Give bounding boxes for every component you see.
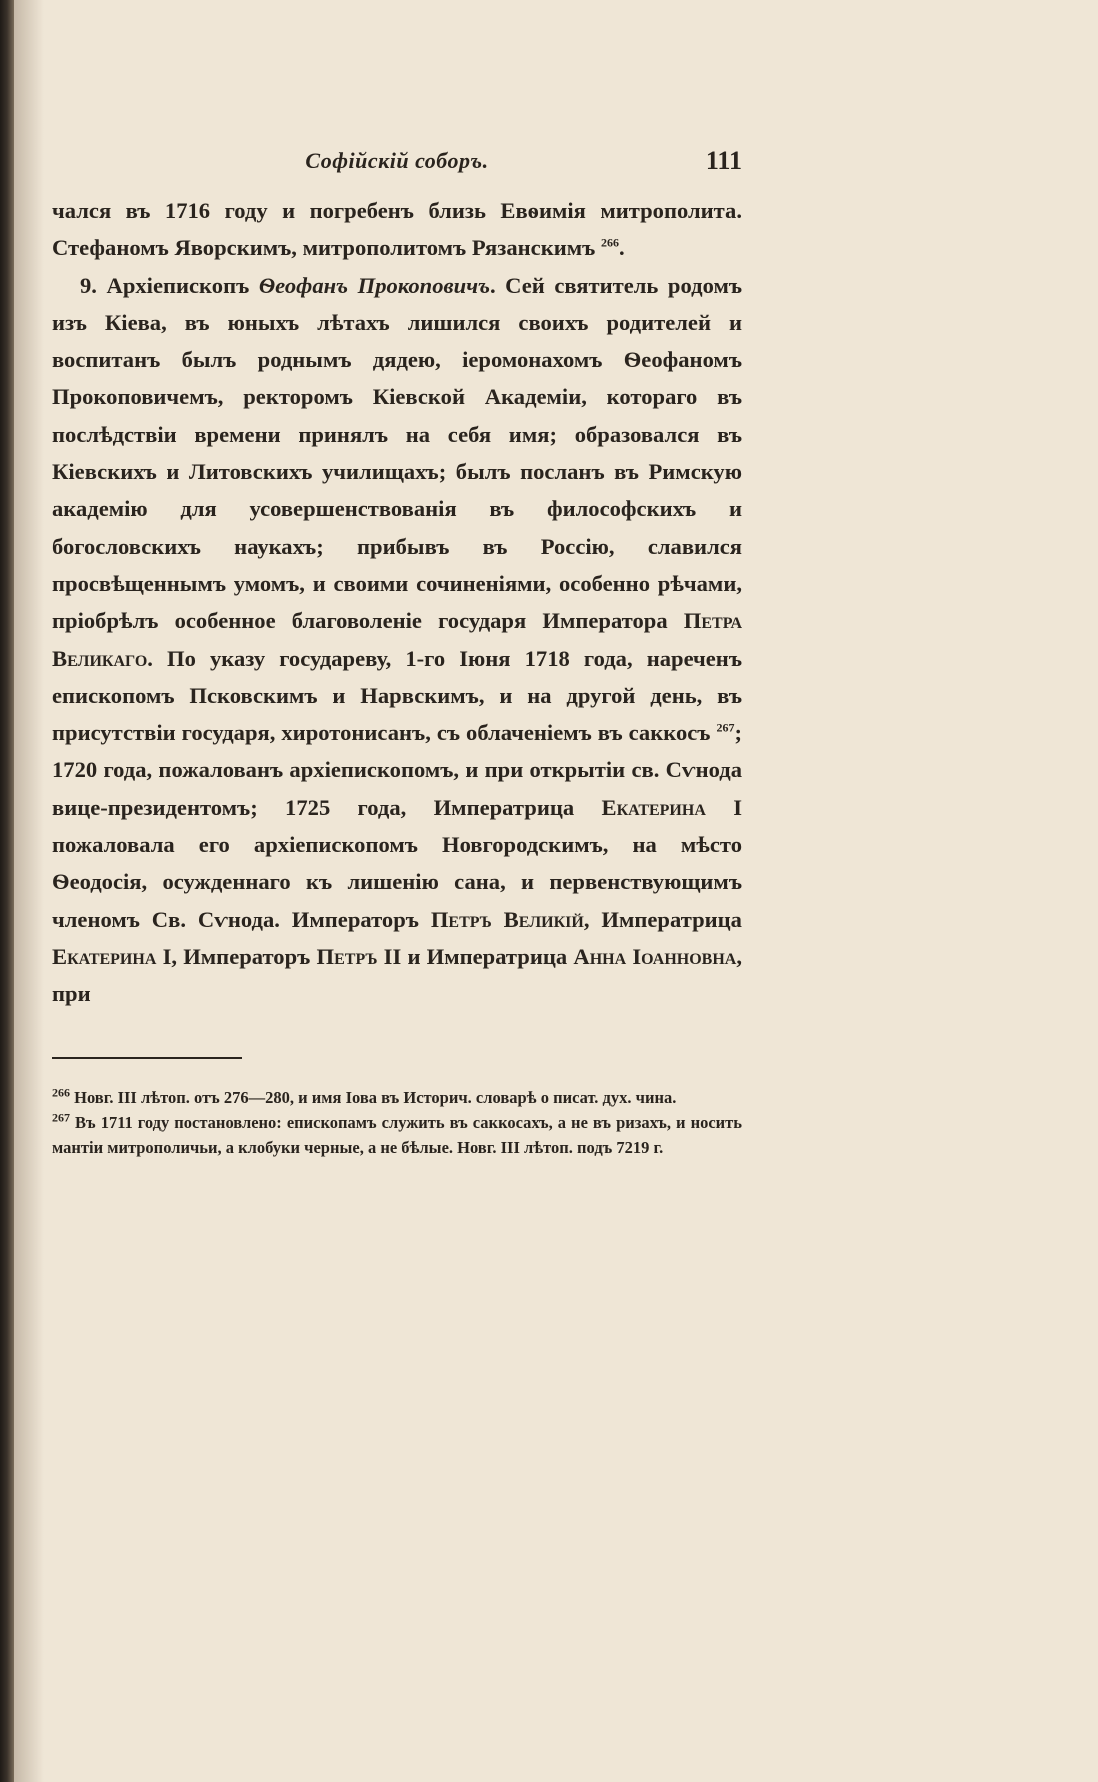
footnote-266 [52, 1085, 742, 1110]
name-catherine-i-2: Екатерина I [52, 943, 172, 969]
subject-name: Ѳеофанъ Прокоповичъ [258, 272, 490, 298]
running-head [52, 148, 742, 178]
footnote-mark-267: 267 [52, 1110, 70, 1125]
footnote-266-text: Новг. III лѣтоп. отъ 276—280, и имя Іова въ Историч. словарѣ о писат. дух. чина. [70, 1087, 677, 1107]
para-text: , при [52, 943, 742, 1007]
paragraph-1-text: чался въ 1716 году и погребенъ близь Евѳимія митрополита. Стефаномъ Яворскимъ, митрополитомъ Рязанскимъ [52, 198, 742, 261]
name-catherine-i: Екатерина I [601, 794, 742, 820]
para-text: , Императрица [583, 906, 742, 932]
footnote-mark-266: 266 [52, 1085, 70, 1100]
name-peter-the-great-2: Петръ Великій [430, 906, 584, 932]
para-text: . Сей святитель родомъ изъ Кіева, въ юныхъ лѣтахъ лишился своихъ родителей и воспитанъ былъ роднымъ дядею, іеромонахомъ Ѳеофаномъ Прокоповичемъ, ректоромъ Кіевской Академіи, котораго въ послѣдствіи времени принялъ на себя имя; образовался въ Кіевскихъ и Литовскихъ училищахъ; былъ посланъ въ Римскую академію для усовершенствованія въ философскихъ и богословскихъ наукахъ; прибывъ въ Россію, славился просвѣщеннымъ умомъ, и своими сочиненіями, особенно рѣчами, пріобрѣлъ особенное благоволеніе государя Императора [52, 272, 743, 634]
running-title: Софійскій соборъ. [305, 148, 489, 173]
footnotes [52, 1085, 742, 1160]
para-text: 9. Архіепископъ [80, 272, 259, 298]
paragraph-1-end: . [618, 235, 625, 261]
footnote-divider [52, 1057, 242, 1059]
book-page [52, 148, 742, 1160]
para-text: и Императрица [401, 943, 574, 969]
footnote-ref-266: 266 [600, 235, 619, 250]
name-peter-the-great: Петра Великаго [52, 608, 742, 671]
main-text [52, 192, 742, 1013]
book-spine-shadow [0, 0, 14, 1782]
para-text: . По указу государеву, 1-го Іюня 1718 года, нареченъ епископомъ Псковскимъ и Нарвскимъ, и на другой день, въ присутствіи государя, хиротонисанъ, съ облаченіемъ въ саккосъ [52, 645, 742, 746]
paragraph-9-feofan [52, 267, 742, 1013]
para-text: ; 1720 года, пожалованъ архіепископомъ, и при открытіи св. Сѵнода вице-президентомъ; 1725 года, Императрица [52, 720, 742, 820]
footnote-267 [52, 1110, 742, 1160]
para-text: , Императоръ [171, 943, 317, 969]
name-anna-ioannovna: Анна Іоанновна [573, 943, 737, 969]
page-number: 111 [705, 146, 742, 175]
footnote-267-text: Въ 1711 году постановлено: епископамъ служить въ саккосахъ, а не въ ризахъ, и носить мантіи митрополичьи, а клобуки черные, а не бѣлые. Новг. III лѣтоп. подъ 7219 г. [52, 1112, 742, 1157]
para-text: пожаловала его архіепископомъ Новгородскимъ, на мѣсто Ѳеодосія, осужденнаго къ лишенію сана, и первенствующимъ членомъ Св. Сѵнода. Императоръ [52, 832, 742, 932]
paragraph-continued [52, 192, 742, 267]
gutter-shading [14, 0, 44, 1782]
footnote-ref-267: 267 [716, 720, 735, 735]
name-peter-ii: Петръ II [316, 943, 402, 969]
